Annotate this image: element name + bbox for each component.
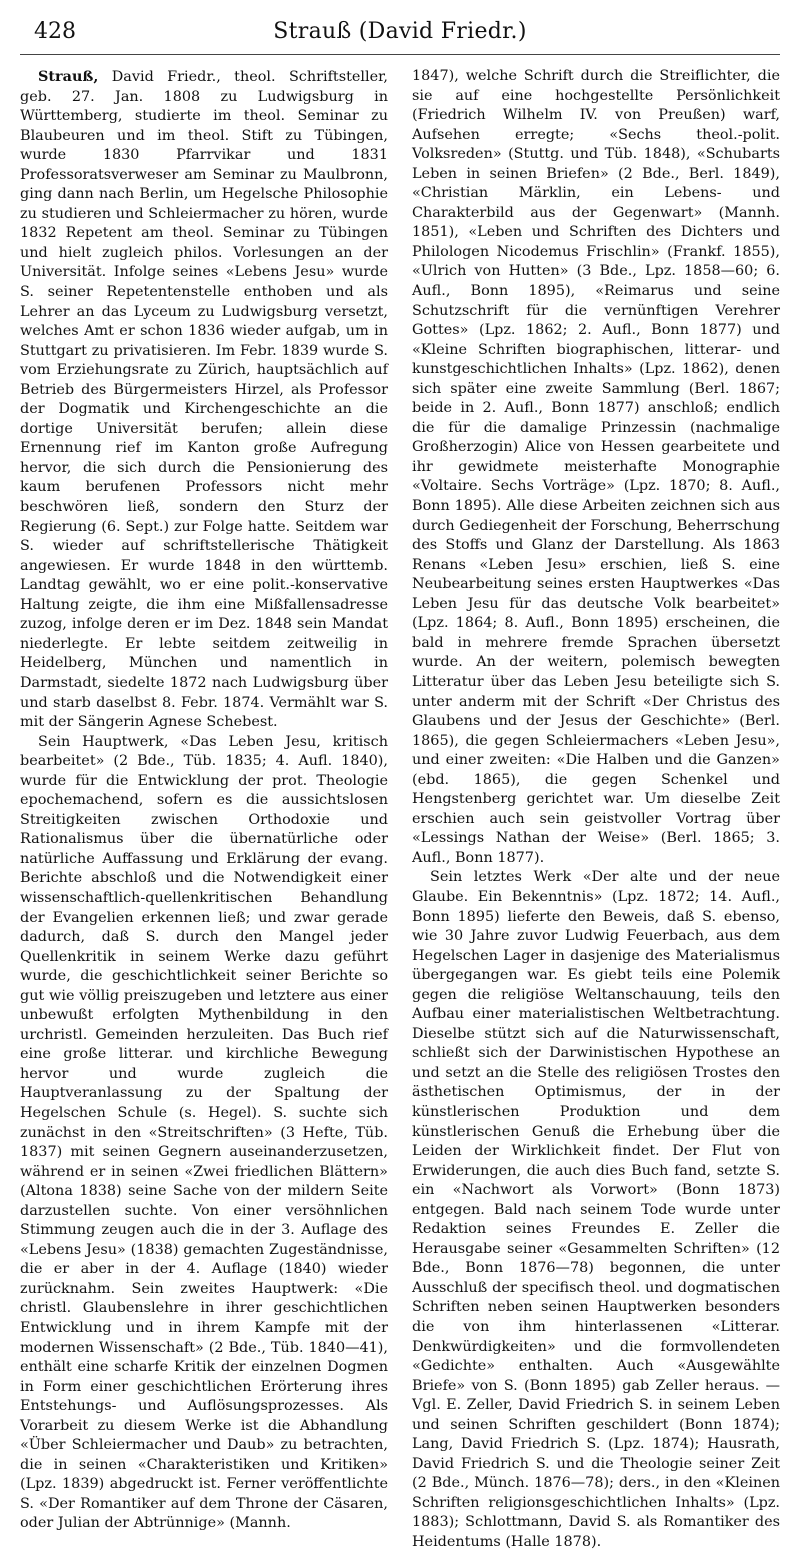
right-column — [412, 67, 780, 1551]
paragraph: Sein Hauptwerk, «Das Leben Jesu, kritisch bearbeitet» (2 Bde., Tüb. 1835; 4. Aufl. 1840), wurde für die Entwicklung der prot. Theologie epochemachend, sofern es die aussichtslosen Streitigkeiten zwischen Orthodoxie und Rationalismus über die übernatürliche oder natürliche Auffassung und Erklärung der evang. Berichte abschloß und die Notwendigkeit einer wissenschaftlich-quellenkritischen Behandlung der Evangelien erkennen ließ; und zwar gerade dadurch, daß S. durch den Mangel jeder Quellenkritik in seinem Werke dazu geführt wurde, die geschichtlichkeit seiner Berichte so gut wie völlig preiszugeben und letztere aus einer unbewußt erfolgten Mythenbildung in den urchristl. Gemeinden herzuleiten. Das Buch rief eine große litterar. und kirchliche Bewegung hervor und wurde zugleich die Hauptveranlassung zu der Spaltung der Hegelschen Schule (s. Hegel). S. suchte sich zunächst in den «Streitschriften» (3 Hefte, Tüb. 1837) mit seinen Gegnern auseinanderzusetzen, während er in seinen «Zwei friedlichen Blättern» (Altona 1838) seine Sache von der mildern Seite darzustellen suchte. Von einer versöhnlichen Stimmung zeugen auch die in der 3. Auflage des «Lebens Jesu» (1838) gemachten Zugeständnisse, die er aber in der 4. Auflage (1840) wieder zurücknahm. Sein zweites Hauptwerk: «Die christl. Glaubenslehre in ihrer geschichtlichen Entwicklung und in ihrem Kampfe mit der modernen Wissenschaft» (2 Bde., Tüb. 1840—41), enthält eine scharfe Kritik der einzelnen Dogmen in Form einer geschichtlichen Erörterung ihres Entstehungs- und Auflösungsprozesses. Als Vorarbeit zu diesem Werke ist die Abhandlung «Über Schleiermacher und Daub» zu betrachten, die in seinen «Charakteristiken und Kritiken» (Lpz. 1839) abgedruckt ist. Ferner veröffentlichte S. «Der Romantiker auf dem Throne der Cäsaren, oder Julian der Abtrünnige» (Mannh. — [20, 733, 388, 1532]
paragraph-text: David Friedr., theol. Schriftsteller, geb. 27. Jan. 1808 zu Ludwigsburg in Württemberg, studierte im theol. Seminar zu Blaubeuren und im theol. Stift zu Tübingen, wurde 1830 Pfarrvikar und 1831 Professoratsverweser am Seminar zu Maulbronn, ging dann nach Berlin, um Hegelsche Philosophie zu studieren und Schleiermacher zu hören, wurde 1832 Repetent am theol. Seminar zu Tübingen und hielt zugleich philos. Vorlesungen an der Universität. Infolge seines «Lebens Jesu» wurde S. seiner Repetentenstelle enthoben und als Lehrer an das Lyceum zu Ludwigsburg versetzt, welches Amt er schon 1836 wieder aufgab, um in Stuttgart zu privatisieren. Im Febr. 1839 wurde S. vom Erziehungsrate zu Zürich, hauptsächlich auf Betrieb des Bürgermeisters Hirzel, als Professor der Dogmatik und Kirchengeschichte an die dortige Universität berufen; allein diese Ernennung rief im Kanton große Aufregung hervor, die sich durch die Pensionierung des kaum berufenen Professors nicht mehr beschwören ließ, sondern den Sturz der Regierung (6. Sept.) zur Folge hatte. Seitdem war S. wieder auf schriftstellerische Thätigkeit angewiesen. Er wurde 1848 in den württemb. Landtag gewählt, wo er eine polit.-konservative Haltung zeigte, die ihm eine Mißfallensadresse zuzog, infolge deren er im Dez. 1848 sein Mandat niederlegte. Er lebte seitdem zeitweilig in Heidelberg, München und namentlich in Darmstadt, siedelte 1872 nach Ludwigsburg über und starb daselbst 8. Febr. 1874. Vermählt war S. mit der Sängerin Agnese Schebest. — [20, 69, 388, 731]
entry-intro-paragraph — [20, 67, 388, 733]
paragraph: Sein letztes Werk «Der alte und der neue Glaube. Ein Bekenntnis» (Lpz. 1872; 14. Aufl., Bonn 1895) lieferte den Beweis, daß S. ebenso, wie 30 Jahre zuvor Ludwig Feuerbach, aus dem Hegelschen Lager in dasjenige des Materialismus übergegangen war. Es giebt teils eine Polemik gegen die religiöse Weltanschauung, teils den Aufbau einer materialistischen Weltbetrachtung. Dieselbe stützt sich auf die Naturwissenschaft, schließt sich der Darwinistischen Hypothese an und setzt an die Stelle des religiösen Trostes den ästhetischen Optimismus, der in der künstlerischen Produktion und dem künstlerischen Genuß die Erhebung über die Leiden der Wirklichkeit findet. Der Flut von Erwiderungen, die auch dies Buch fand, setzte S. ein «Nachwort als Vorwort» (Bonn 1873) entgegen. Bald nach seinem Tode wurde unter Redaktion seines Freundes E. Zeller die Herausgabe seiner «Gesammelten Schriften» (12 Bde., Bonn 1876—78) begonnen, die unter Ausschluß der specifisch theol. und dogmatischen Schriften neben seinen Hauptwerken besonders die von ihm hinterlassenen «Litterar. Denkwürdigkeiten» und die formvollendeten «Gedichte» enthalten. Auch «Ausgewählte Briefe» von S. (Bonn 1895) gab Zeller heraus. — Vgl. E. Zeller, David Friedrich S. in seinem Leben und seinen Schriften geschildert (Bonn 1874); Lang, David Friedrich S. (Lpz. 1874); Hausrath, David Friedrich S. und die Theologie seiner Zeit (2 Bde., Münch. 1876—78); ders., in den «Kleinen Schriften religionsgeschichtlichen Inhalts» (Lpz. 1883); Schlottmann, David S. als Romantiker des Heidentums (Halle 1878). — [412, 869, 780, 1551]
text-columns — [20, 67, 780, 1551]
entry-headword: Strauß, — [38, 68, 99, 85]
running-title: Strauß (David Friedr.) — [273, 19, 527, 44]
page-number: 428 — [34, 19, 76, 44]
page-header — [20, 14, 780, 55]
paragraph: 1847), welche Schrift durch die Streiflichter, die sie auf eine hochgestellte Persönlichkeit (Friedrich Wilhelm IV. von Preußen) warf, Aufsehen erregte; «Sechs theol.-polit. Volksreden» (Stuttg. und Tüb. 1848), «Schubarts Leben in seinen Briefen» (2 Bde., Berl. 1849), «Christian Märklin, ein Lebens- und Charakterbild aus der Gegenwart» (Mannh. 1851), «Leben und Schriften des Dichters und Philologen Nicodemus Frischlin» (Frankf. 1855), «Ulrich von Hutten» (3 Bde., Lpz. 1858—60; 6. Aufl., Bonn 1895), «Reimarus und seine Schutzschrift für die vernünftigen Verehrer Gottes» (Lpz. 1862; 2. Aufl., Bonn 1877) und «Kleine Schriften biographischen, litterar- und kunstgeschichtlichen Inhalts» (Lpz. 1862), denen sich später eine zweite Sammlung (Berl. 1867; beide in 2. Aufl., Bonn 1877) anschloß; endlich die für die damalige Prinzessin (nachmalige Großherzogin) Alice von Hessen gearbeitete und ihr gewidmete meisterhafte Monographie «Voltaire. Sechs Vorträge» (Lpz. 1870; 8. Aufl., Bonn 1895). Alle diese Arbeiten zeichnen sich aus durch Gediegenheit der Forschung, Beherrschung des Stoffs und Glanz der Darstellung. Als 1863 Renans «Leben Jesu» erschien, ließ S. eine Neubearbeitung seines ersten Hauptwerkes «Das Leben Jesu für das deutsche Volk bearbeitet» (Lpz. 1864; 8. Aufl., Bonn 1895) erscheinen, die bald in mehrere fremde Sprachen übersetzt wurde. An der weitern, polemisch bewegten Litteratur über das Leben Jesu beteiligte sich S. unter anderm mit der Schrift «Der Christus des Glaubens und der Jesus der Geschichte» (Berl. 1865), die gegen Schleiermachers «Leben Jesu», und einer zweiten: «Die Halben und die Ganzen» (ebd. 1865), die gegen Schenkel und Hengstenberg gerichtet war. Um dieselbe Zeit erschien auch sein geistvoller Vortrag über «Lessings Nathan der Weise» (Berl. 1865; 3. Aufl., Bonn 1877). — [412, 68, 780, 866]
left-column — [20, 67, 388, 1532]
